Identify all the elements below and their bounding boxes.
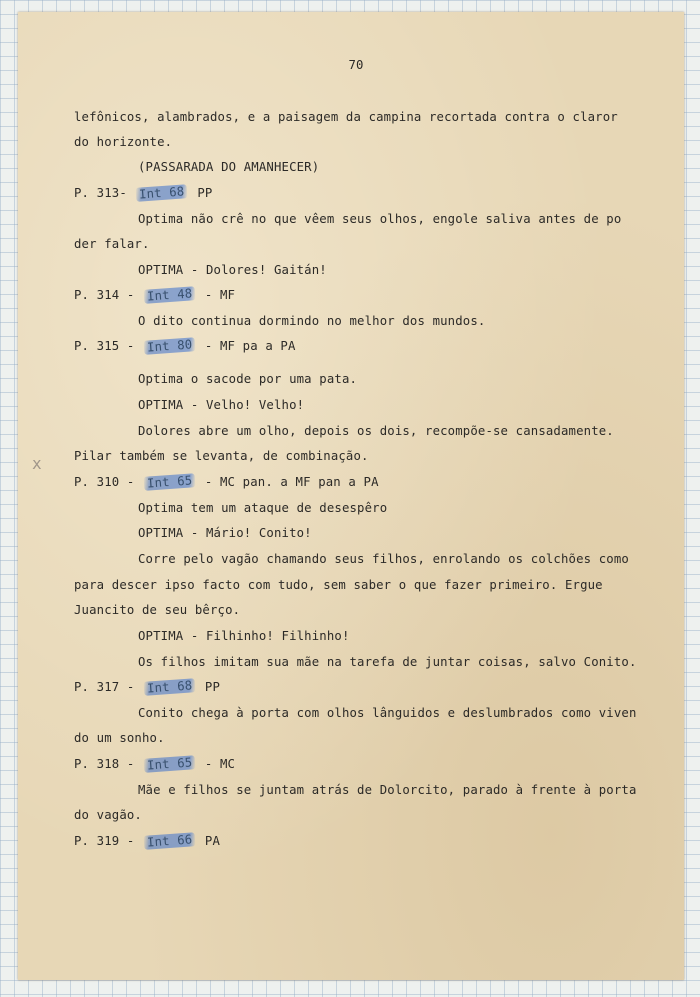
shot-ref	[74, 757, 235, 771]
shot-ref	[74, 186, 212, 200]
text-line: para descer ipso facto com tudo, sem saber o que fazer primeiro. Ergue	[74, 578, 603, 592]
text-line: do um sonho.	[74, 731, 165, 745]
text-line: Dolores abre um olho, depois os dois, recompõe-se cansadamente.	[138, 424, 614, 438]
shot-type: - MC	[204, 757, 236, 771]
page-number: 70	[348, 58, 364, 72]
shot-ref	[74, 288, 235, 302]
shot-ref	[74, 339, 296, 353]
margin-mark: x	[32, 454, 42, 473]
shot-number: P. 313-	[74, 186, 127, 200]
crossed-out-ref: Int 65	[144, 755, 196, 773]
text-line: O dito continua dormindo no melhor dos mundos.	[138, 314, 486, 328]
text-line: Optima tem um ataque de desespêro	[138, 501, 388, 515]
text-line: lefônicos, alambrados, e a paisagem da campina recortada contra o claror	[74, 110, 618, 124]
shot-ref	[74, 680, 220, 694]
shot-number: P. 317 -	[74, 680, 135, 694]
crossed-out-ref: Int 68	[136, 184, 188, 202]
crossed-out-ref: Int 48	[144, 286, 196, 304]
crossed-out-ref: Int 80	[144, 337, 196, 355]
shot-ref	[74, 475, 379, 489]
text-line: Juancito de seu bêrço.	[74, 603, 241, 617]
shot-type: PP	[197, 186, 213, 200]
text-line: Mãe e filhos se juntam atrás de Dolorcito, parado à frente à porta	[138, 783, 637, 797]
shot-number: P. 315 -	[74, 339, 135, 353]
shot-type: PA	[204, 834, 220, 848]
crossed-out-ref: Int 65	[144, 473, 196, 491]
shot-ref	[74, 834, 220, 848]
text-line: do horizonte.	[74, 135, 173, 149]
dialogue-line: OPTIMA - Dolores! Gaitán!	[138, 263, 327, 277]
text-line: Corre pelo vagão chamando seus filhos, enrolando os colchões como	[138, 552, 629, 566]
dialogue-line: OPTIMA - Velho! Velho!	[138, 398, 305, 412]
typed-page	[18, 12, 684, 980]
shot-number: P. 319 -	[74, 834, 135, 848]
text-line: Pilar também se levanta, de combinação.	[74, 449, 369, 463]
text-line: der falar.	[74, 237, 150, 251]
sound-cue: (PASSARADA DO AMANHECER)	[138, 160, 320, 174]
text-line: Conito chega à porta com olhos lânguidos e deslumbrados como viven	[138, 706, 637, 720]
text-line: Optima não crê no que vêem seus olhos, engole saliva antes de po	[138, 212, 622, 226]
crossed-out-ref: Int 68	[144, 678, 196, 696]
shot-number: P. 314 -	[74, 288, 135, 302]
dialogue-line: OPTIMA - Filhinho! Filhinho!	[138, 629, 350, 643]
shot-type: - MF pa a PA	[204, 339, 296, 353]
text-line: do vagão.	[74, 808, 142, 822]
dialogue-line: OPTIMA - Mário! Conito!	[138, 526, 312, 540]
shot-number: P. 318 -	[74, 757, 135, 771]
shot-type: - MF	[204, 288, 236, 302]
shot-type: - MC pan. a MF pan a PA	[204, 475, 379, 489]
text-line: Os filhos imitam sua mãe na tarefa de juntar coisas, salvo Conito.	[138, 655, 637, 669]
text-line: Optima o sacode por uma pata.	[138, 372, 358, 386]
crossed-out-ref: Int 66	[144, 832, 196, 850]
shot-type: PP	[204, 680, 220, 694]
shot-number: P. 310 -	[74, 475, 135, 489]
